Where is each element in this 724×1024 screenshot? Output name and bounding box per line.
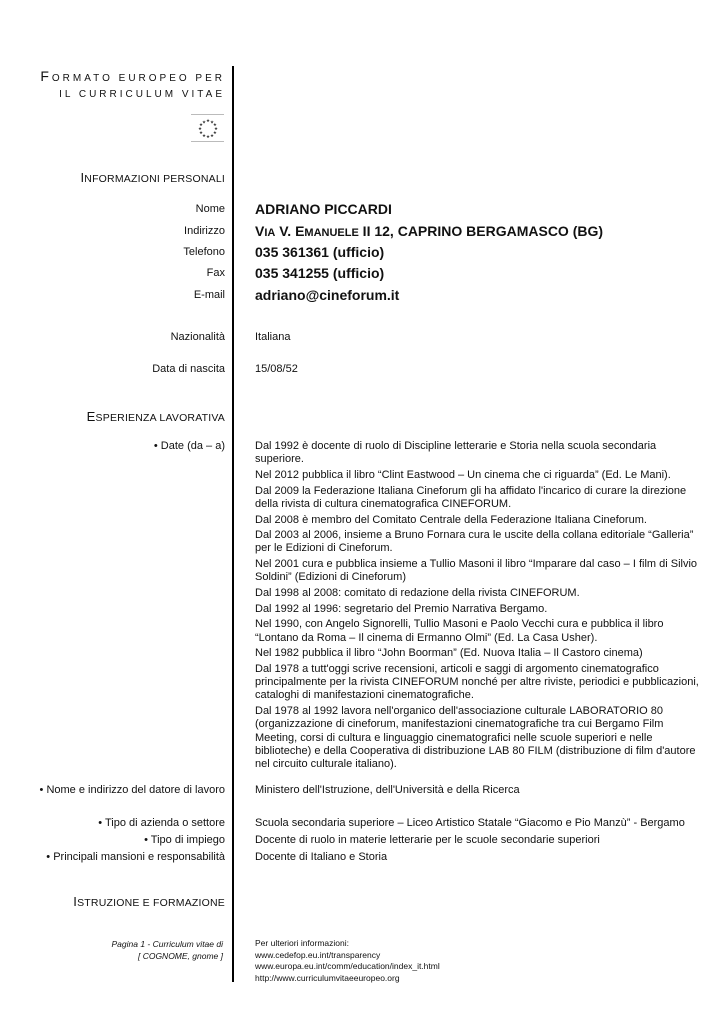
footer-name-line: [ COGNOME, gnome ]	[137, 951, 223, 961]
section-work-experience	[87, 409, 225, 424]
telefono-label: Telefono	[183, 246, 225, 258]
list-item: Dal 1992 al 1996: segretario del Premio Narrativa Bergamo.	[255, 602, 548, 615]
svg-text:★: ★	[198, 131, 203, 137]
indirizzo-part: MANUELE	[304, 227, 359, 239]
svg-text:★: ★	[209, 120, 214, 126]
employer-label: • Nome e indirizzo del datore di lavoro	[39, 784, 225, 796]
section-personal-info	[80, 170, 225, 185]
section-rest: STRUZIONE E FORMAZIONE	[77, 897, 225, 909]
indirizzo-part: II 12, CAPRINO BERGAMASCO (BG)	[358, 223, 604, 239]
duties-value: Docente di Italiano e Storia	[255, 851, 388, 863]
nazionalita-label: Nazionalità	[170, 331, 225, 343]
nazionalita-value: Italiana	[255, 331, 291, 343]
title-initial: F	[40, 68, 52, 84]
job-type-value: Docente di ruolo in materie letterarie per le scuole secondarie superiori	[255, 834, 600, 846]
nascita-label: Data di nascita	[152, 363, 225, 375]
indirizzo-part: V	[255, 223, 265, 239]
sector-value: Scuola secondaria superiore – Liceo Artistico Statale “Giacomo e Pio Manzù” - Bergamo	[255, 817, 685, 829]
list-item: Nel 2012 pubblica il libro “Clint Eastwood – Un cinema che ci riguarda” (Ed. Le Mani).	[255, 468, 671, 481]
email-value[interactable]: adriano@cineforum.it	[255, 287, 400, 303]
list-item: Dal 2008 è membro del Comitato Centrale della Federazione Italiana Cineforum.	[255, 513, 647, 526]
footer-links	[255, 938, 440, 984]
sector-label: • Tipo di azienda o settore	[98, 817, 225, 829]
section-rest: SPERIENZA LAVORATIVA	[95, 412, 225, 424]
svg-text:★: ★	[197, 127, 202, 133]
work-entries	[255, 440, 700, 774]
fax-value: 035 341255 (ufficio)	[255, 265, 385, 281]
list-item: Nel 1990, con Angelo Signorelli, Tullio Masoni e Paolo Vecchi cura e pubblica il libro “Lontano da Roma – Il cinema di Ermanno Olmi” (Ed. La Casa Usher).	[255, 618, 664, 644]
nome-label: Nome	[195, 203, 225, 215]
section-education	[73, 894, 225, 909]
indirizzo-part: V. E	[275, 223, 305, 239]
job-type-label: • Tipo di impiego	[144, 834, 225, 846]
cv-format-title-line1	[40, 68, 225, 84]
title-rest: ORMATO EUROPEO PER	[51, 73, 225, 84]
svg-text:★: ★	[198, 123, 203, 129]
list-item: Dal 1998 al 2008: comitato di redazione della rivista CINEFORUM.	[255, 587, 580, 600]
list-item: Dal 1992 è docente di ruolo di Discipline letterarie e Storia nella scuola secondaria superiore.	[255, 440, 657, 466]
footer-page-info	[112, 938, 224, 962]
footer-page-line: Pagina 1 - Curriculum vitae di	[111, 939, 223, 949]
nome-value: ADRIANO PICCARDI	[255, 201, 392, 217]
vertical-divider	[232, 66, 234, 982]
svg-text:★: ★	[213, 127, 218, 133]
svg-text:★: ★	[205, 119, 210, 125]
list-item: Nel 2001 cura e pubblica insieme a Tullio Masoni il libro “Imparare dal caso – I film di Silvio Soldini” (Edizioni di Cineforum)	[255, 558, 698, 584]
fax-label: Fax	[206, 267, 225, 279]
telefono-value: 035 361361 (ufficio)	[255, 244, 385, 260]
cv-format-title-line2: IL CURRICULUM VITAE	[59, 89, 225, 100]
duties-label: • Principali mansioni e responsabilità	[46, 851, 225, 863]
list-item: Dal 2009 la Federazione Italiana Cineforum gli ha affidato l'incarico di curare la direzione della rivista di cultura cinematografica CINEFORUM.	[255, 484, 687, 510]
svg-text:★: ★	[205, 135, 210, 139]
list-item: Dal 1978 al 1992 lavora nell'organico dell'associazione culturale LABORATORIO 80 (organizzazione di cineforum, manifestazioni cinematografiche tra cui Bergamo Film Meeting, corsi di cultura e linguaggio cinematografici nelle scuole superiori e nelle biblioteche) e della Cooperativa di distribuzione LAB 80 FILM (distribuzione di film d'autore nel circuito culturale italiano).	[255, 705, 696, 770]
eu-stars-icon	[191, 114, 224, 142]
svg-text:★: ★	[209, 134, 214, 139]
indirizzo-part: IA	[264, 227, 276, 239]
list-item: Dal 1978 a tutt'oggi scrive recensioni, articoli e saggi di argomento cinematografico principalmente per la rivista CINEFORUM nonché per altre riviste, periodici e pubblicazioni, cataloghi di manifestazioni cinematografiche.	[255, 663, 699, 702]
nascita-value: 15/08/52	[255, 363, 298, 375]
footer-link[interactable]: www.cedefop.eu.int/transparency	[255, 949, 381, 960]
footer-link[interactable]: http://www.curriculumvitaeeuropeo.org	[255, 972, 400, 983]
email-label: E-mail	[193, 289, 225, 301]
section-initial: I	[80, 170, 85, 185]
footer-info-label: Per ulteriori informazioni:	[255, 938, 350, 948]
indirizzo-label: Indirizzo	[184, 225, 225, 237]
section-initial: I	[73, 894, 78, 909]
svg-text:★: ★	[201, 134, 206, 139]
footer-link[interactable]: www.europa.eu.int/comm/education/index_it.html	[255, 961, 440, 971]
employer-value: Ministero dell'Istruzione, dell'Università e della Ricerca	[255, 784, 520, 796]
list-item: Dal 2003 al 2006, insieme a Bruno Fornara cura le uscite della collana editoriale “Galleria” per le Edizioni di Cineforum.	[255, 529, 694, 555]
svg-text:★: ★	[201, 120, 206, 126]
svg-text:★: ★	[212, 131, 217, 137]
list-item: Nel 1982 pubblica il libro “John Boorman” (Ed. Nuova Italia – Il Castoro cinema)	[255, 647, 643, 660]
section-rest: NFORMAZIONI PERSONALI	[84, 173, 225, 185]
indirizzo-value	[255, 223, 603, 239]
section-initial: E	[86, 409, 96, 424]
svg-text:★: ★	[212, 123, 217, 129]
date-label: • Date (da – a)	[153, 440, 225, 452]
